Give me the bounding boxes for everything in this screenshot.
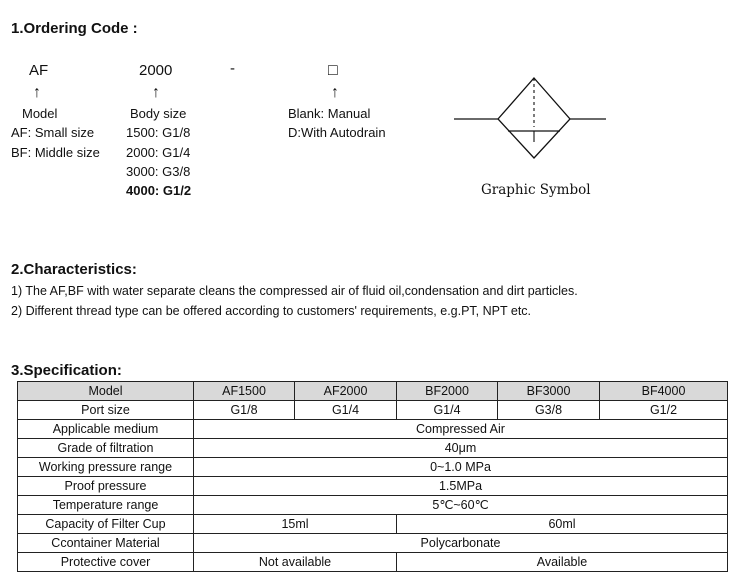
arrow-up-icon: ↑ bbox=[33, 84, 41, 101]
header-af1500: AF1500 bbox=[194, 382, 295, 401]
table-cell: 60ml bbox=[397, 515, 728, 534]
row-label: Port size bbox=[18, 401, 194, 420]
table-row bbox=[18, 553, 728, 572]
drain-auto: D:With Autodrain bbox=[288, 125, 386, 140]
table-cell: G3/8 bbox=[498, 401, 600, 420]
header-bf3000: BF3000 bbox=[498, 382, 600, 401]
body-size-item: 3000: G3/8 bbox=[126, 164, 191, 179]
table-cell: 1.5MPa bbox=[194, 477, 728, 496]
table-cell: G1/4 bbox=[295, 401, 397, 420]
header-af2000: AF2000 bbox=[295, 382, 397, 401]
table-cell: G1/2 bbox=[600, 401, 728, 420]
code-dash: - bbox=[230, 60, 235, 77]
table-cell: 5℃~60℃ bbox=[194, 496, 728, 515]
arrow-up-icon: ↑ bbox=[152, 84, 160, 101]
table-header-row bbox=[18, 382, 728, 401]
characteristics-line: 1) The AF,BF with water separate cleans the compressed air of fluid oil,condensation and dirt particles. bbox=[11, 284, 578, 298]
table-cell: G1/4 bbox=[397, 401, 498, 420]
graphic-symbol-caption: Graphic Symbol bbox=[481, 182, 591, 198]
table-row bbox=[18, 496, 728, 515]
table-row bbox=[18, 458, 728, 477]
table-cell: G1/8 bbox=[194, 401, 295, 420]
table-row bbox=[18, 477, 728, 496]
table-cell: 15ml bbox=[194, 515, 397, 534]
table-cell: Not available bbox=[194, 553, 397, 572]
row-label: Working pressure range bbox=[18, 458, 194, 477]
code-model: AF bbox=[29, 62, 49, 79]
row-label: Protective cover bbox=[18, 553, 194, 572]
table-row bbox=[18, 420, 728, 439]
table-cell: 40μm bbox=[194, 439, 728, 458]
specification-table bbox=[17, 381, 728, 572]
table-row bbox=[18, 515, 728, 534]
row-label: Grade of filtration bbox=[18, 439, 194, 458]
code-option-box: □ bbox=[328, 62, 338, 79]
ordering-title: 1.Ordering Code : bbox=[11, 20, 138, 37]
arrow-up-icon: ↑ bbox=[331, 84, 339, 101]
row-label: Temperature range bbox=[18, 496, 194, 515]
model-bf: BF: Middle size bbox=[11, 145, 100, 160]
table-cell: 0~1.0 MPa bbox=[194, 458, 728, 477]
drain-blank: Blank: Manual bbox=[288, 106, 371, 121]
table-cell: Compressed Air bbox=[194, 420, 728, 439]
header-bf4000: BF4000 bbox=[600, 382, 728, 401]
header-model: Model bbox=[18, 382, 194, 401]
row-label: Capacity of Filter Cup bbox=[18, 515, 194, 534]
row-label: Proof pressure bbox=[18, 477, 194, 496]
body-size-item: 2000: G1/4 bbox=[126, 145, 191, 160]
body-size-label: Body size bbox=[130, 106, 187, 121]
table-cell: Available bbox=[397, 553, 728, 572]
characteristics-title: 2.Characteristics: bbox=[11, 261, 137, 278]
table-cell: Polycarbonate bbox=[194, 534, 728, 553]
table-row bbox=[18, 534, 728, 553]
table-row bbox=[18, 439, 728, 458]
row-label: Ccontainer Material bbox=[18, 534, 194, 553]
table-row bbox=[18, 401, 728, 420]
filter-graphic-symbol-icon bbox=[450, 72, 610, 162]
specification-title: 3.Specification: bbox=[11, 362, 122, 379]
characteristics-line: 2) Different thread type can be offered according to customers' requirements, e.g.PT, NPT etc. bbox=[11, 304, 532, 318]
code-body-size: 2000 bbox=[139, 62, 173, 79]
model-label: Model bbox=[22, 106, 58, 121]
body-size-item: 4000: G1/2 bbox=[126, 183, 192, 198]
header-bf2000: BF2000 bbox=[397, 382, 498, 401]
body-size-item: 1500: G1/8 bbox=[126, 125, 191, 140]
model-af: AF: Small size bbox=[11, 125, 95, 140]
row-label: Applicable medium bbox=[18, 420, 194, 439]
